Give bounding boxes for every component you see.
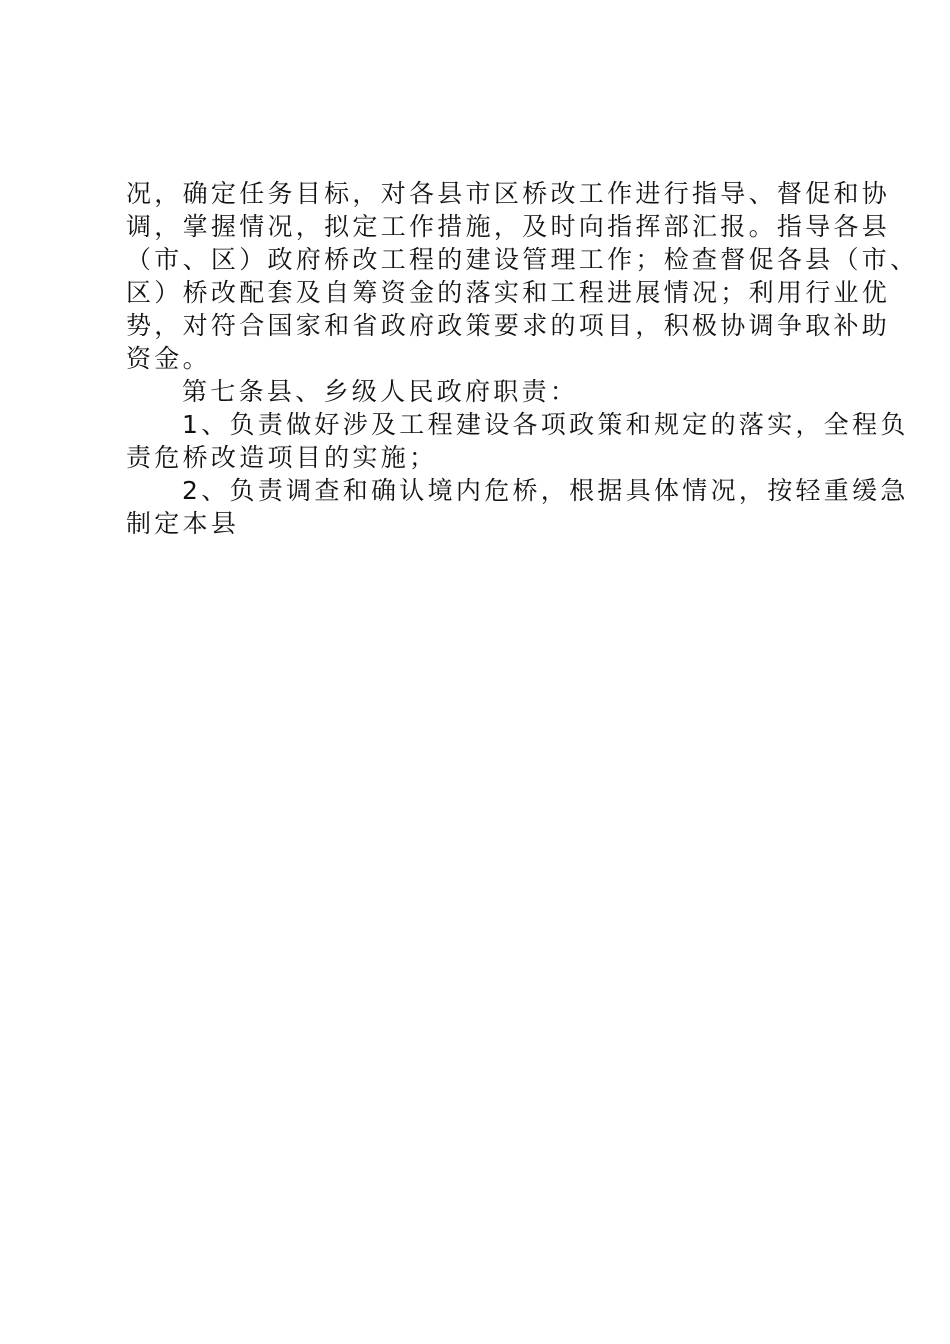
text-line: （市、区）政府桥改工程的建设管理工作；检查督促各县（市、 xyxy=(126,245,919,274)
text-line: 况，确定任务目标，对各县市区桥改工作进行指导、督促和协 xyxy=(126,179,891,208)
article-heading: 第七条县、乡级人民政府职责： xyxy=(182,377,579,406)
text-line: 资金。 xyxy=(126,344,211,373)
text-line: 1、负责做好涉及工程建设各项政策和规定的落实，全程负 xyxy=(182,410,909,439)
text-line: 制定本县 xyxy=(126,509,240,538)
text-line: 区）桥改配套及自筹资金的落实和工程进展情况；利用行业优 xyxy=(126,278,891,307)
text-line: 调，掌握情况，拟定工作措施，及时向指挥部汇报。指导各县 xyxy=(126,212,891,241)
text-line: 责危桥改造项目的实施； xyxy=(126,443,438,472)
text-line: 势，对符合国家和省政府政策要求的项目，积极协调争取补助 xyxy=(126,311,891,340)
text-line: 2、负责调查和确认境内危桥，根据具体情况，按轻重缓急 xyxy=(182,476,909,505)
document-body xyxy=(126,177,919,540)
